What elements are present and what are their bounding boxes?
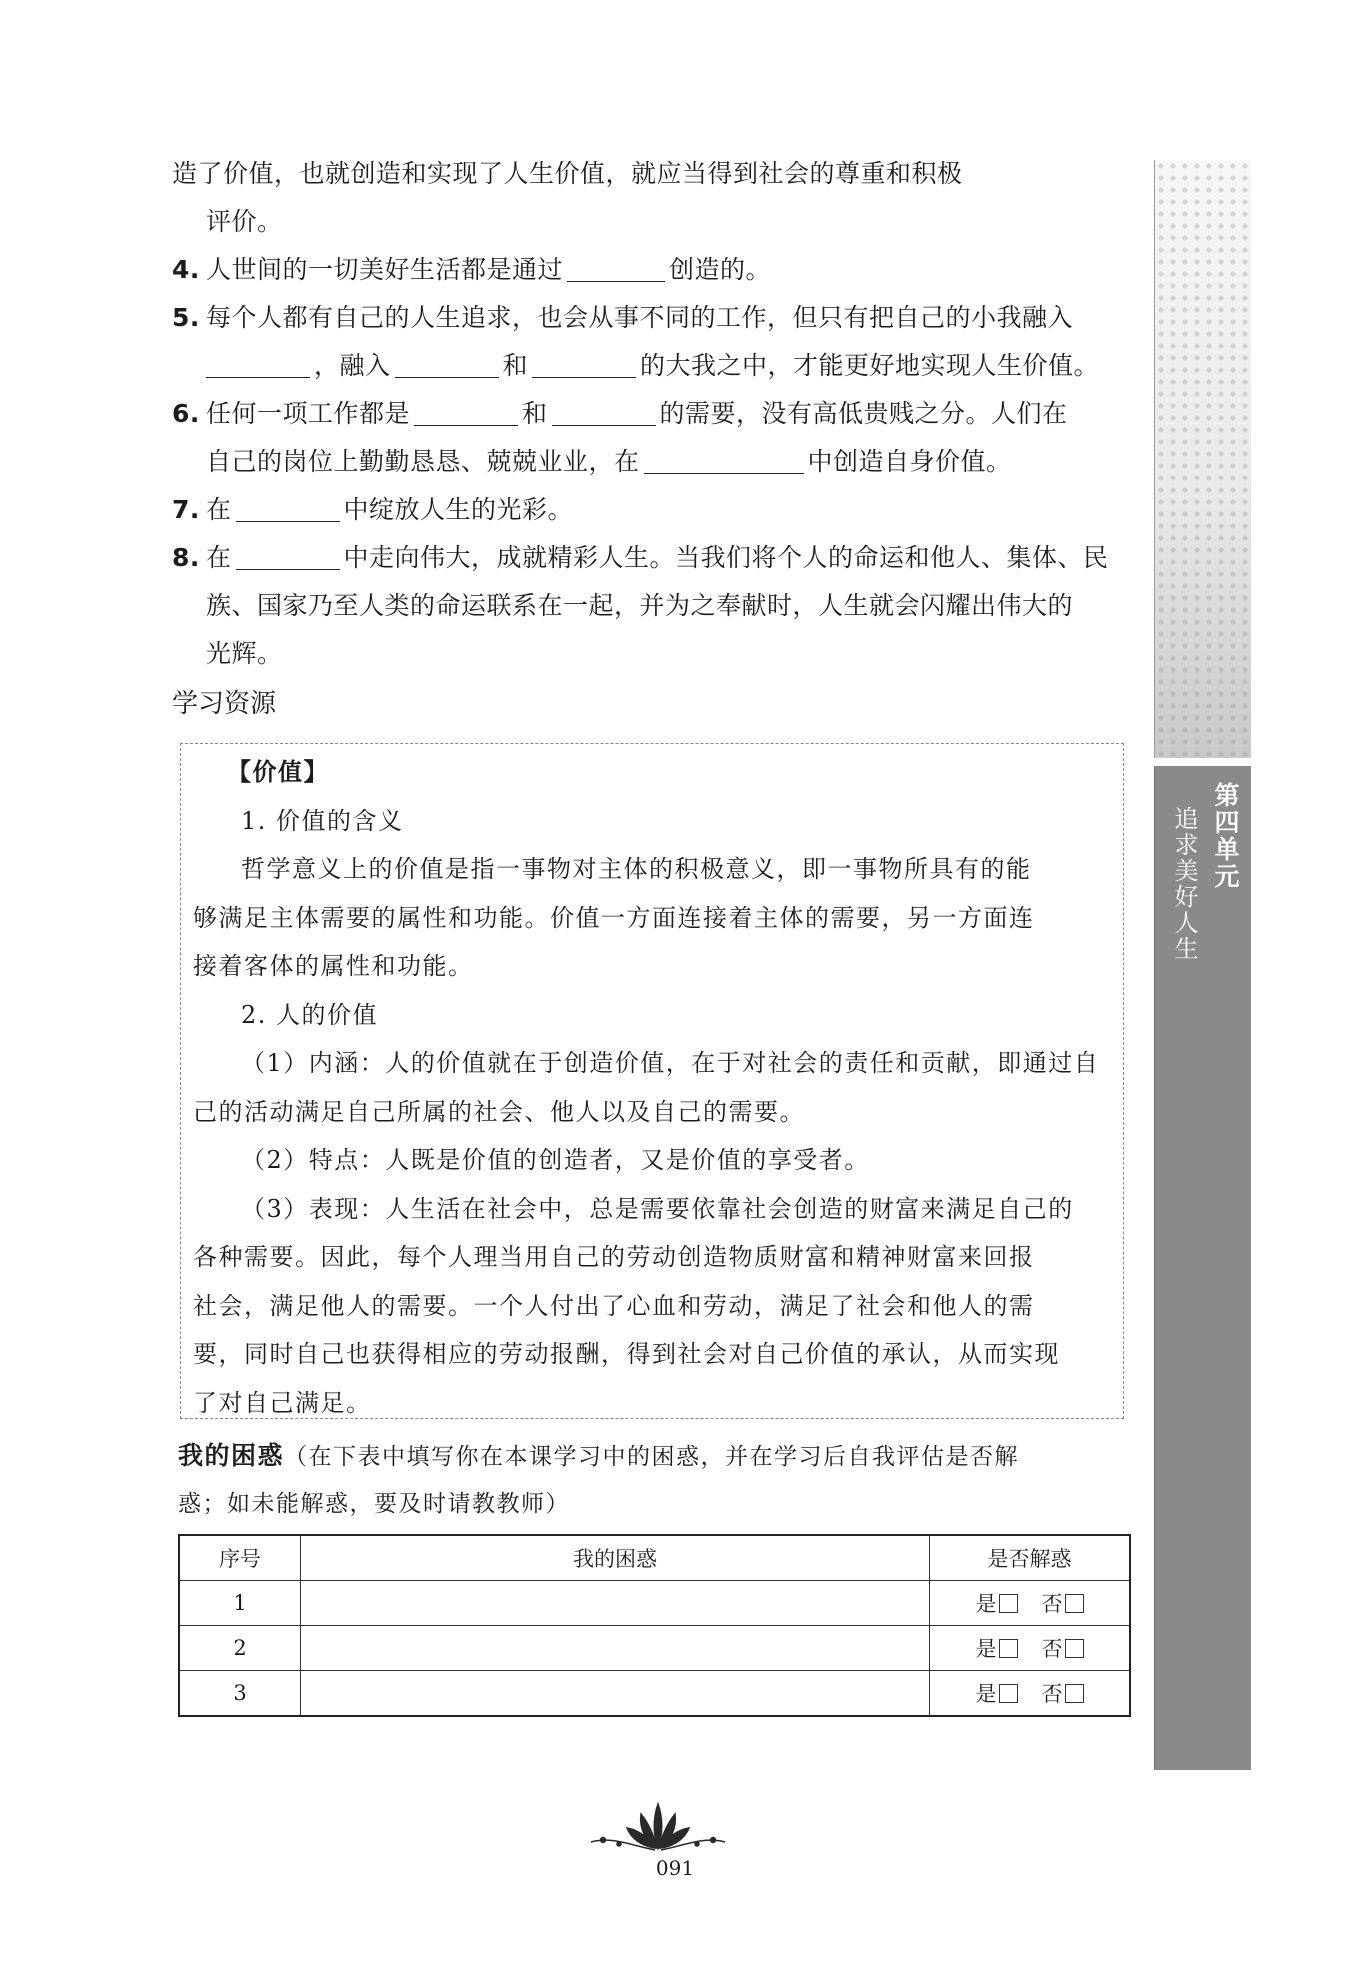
side-tab-decoration [1154,160,1251,758]
resource-box [180,743,1124,1419]
section-title: 学习资源 [172,689,277,719]
unit-title: 追求美好人生 [1170,806,1198,962]
confusion-intro-cont: 惑；如未能解惑，要及时请教教师） [178,1491,570,1517]
item-8-cont: 光辉。 [206,639,283,668]
unit-label: 第四单元 [1211,782,1240,890]
row-number: 2 [179,1626,301,1671]
item-6-cont: 自己的岗位上勤勤恳恳、兢兢业业，在 中创造自身价值。 [172,438,1130,486]
resolved-cell: 是 否 [930,1581,1131,1626]
side-tab [1154,766,1251,1770]
fill-blank[interactable] [644,443,804,474]
text-line: 评价。 [206,207,283,236]
resource-line: （1）内涵：人的价值就在于创造价值，在于对社会的责任和贡献，即通过自 [241,1049,1100,1077]
fill-blank[interactable] [532,347,636,378]
resolved-cell: 是 否 [930,1626,1131,1671]
item-number: 8. [172,543,200,572]
page-number: 091 [655,1856,695,1880]
resource-line: 各种需要。因此，每个人理当用自己的劳动创造物质财富和精神财富来回报 [193,1243,1035,1271]
confusion-title: 我的困惑 [178,1441,285,1470]
resource-line: （3）表现：人生活在社会中，总是需要依靠社会创造的财富来满足自己的 [241,1194,1074,1223]
resource-line: 了对自己满足。 [193,1388,372,1417]
item-number: 7. [172,495,200,524]
table-row [179,1581,1130,1626]
item-5: 5. 每个人都有自己的人生追求，也会从事不同的工作，但只有把自己的小我融入 [172,294,1130,342]
resolved-cell: 是 否 [930,1671,1131,1717]
fill-blank[interactable] [206,347,310,378]
text-line: 造了价值，也就创造和实现了人生价值，就应当得到社会的尊重和积极 [172,159,963,188]
resource-line: 哲学意义上的价值是指一事物对主体的积极意义，即一事物所具有的能 [241,855,1032,883]
table-row [179,1626,1130,1671]
footer-ornament-icon [583,1800,733,1856]
resource-line: 己的活动满足自己所属的社会、他人以及自己的需要。 [193,1097,805,1126]
row-number: 3 [179,1671,301,1717]
item-number: 4. [172,255,200,284]
confusion-table [178,1534,1131,1717]
item-8-cont: 族、国家乃至人类的命运联系在一起，并为之奉献时，人生就会闪耀出伟大的 [206,591,1074,620]
item-4: 4. 人世间的一切美好生活都是通过 创造的。 [172,246,1130,294]
item-5-cont: ，融入 和 的大我之中，才能更好地实现人生价值。 [172,342,1130,390]
resource-line: 要，同时自己也获得相应的劳动报酬，得到社会对自己价值的承认，从而实现 [193,1340,1060,1368]
table-row [179,1671,1130,1717]
yes-checkbox[interactable] [999,1684,1018,1703]
yes-checkbox[interactable] [999,1639,1018,1658]
yes-checkbox[interactable] [999,1594,1018,1613]
fill-blank[interactable] [236,539,340,570]
no-checkbox[interactable] [1065,1639,1084,1658]
main-text [172,150,1130,728]
confusion-section [178,1432,1138,1528]
fill-blank[interactable] [552,395,656,426]
no-checkbox[interactable] [1065,1684,1084,1703]
table-header-row [179,1535,1130,1581]
resource-line: 接着客体的属性和功能。 [193,952,474,980]
confusion-cell[interactable] [301,1671,930,1717]
no-checkbox[interactable] [1065,1594,1084,1613]
confusion-cell[interactable] [301,1581,930,1626]
item-8: 8. 在 中走向伟大，成就精彩人生。当我们将个人的命运和他人、集体、民 [172,534,1130,582]
fill-blank[interactable] [236,491,340,522]
resource-line: 1. 价值的含义 [241,806,404,835]
resource-heading: 【价值】 [227,758,329,786]
item-number: 6. [172,399,200,428]
resource-line: 社会，满足他人的需要。一个人付出了心血和劳动，满足了社会和他人的需 [193,1291,1035,1320]
col-header-number: 序号 [179,1535,301,1581]
resource-line: 够满足主体需要的属性和功能。价值一方面连接着主体的需要，另一方面连 [193,903,1035,932]
fill-blank[interactable] [414,395,518,426]
resource-line: （2）特点：人既是价值的创造者，又是价值的享受者。 [241,1146,870,1174]
col-header-resolved: 是否解惑 [930,1535,1131,1581]
fill-blank[interactable] [395,347,499,378]
item-6: 6. 任何一项工作都是 和 的需要，没有高低贵贱之分。人们在 [172,390,1130,438]
confusion-cell[interactable] [301,1626,930,1671]
item-number: 5. [172,303,200,332]
fill-blank[interactable] [567,251,665,282]
confusion-intro: 我的困惑（在下表中填写你在本课学习中的困惑，并在学习后自我评估是否解 [178,1441,1020,1470]
col-header-confusion: 我的困惑 [301,1535,930,1581]
row-number: 1 [179,1581,301,1626]
resource-line: 2. 人的价值 [241,1000,379,1029]
item-7: 7. 在 中绽放人生的光彩。 [172,486,1130,534]
